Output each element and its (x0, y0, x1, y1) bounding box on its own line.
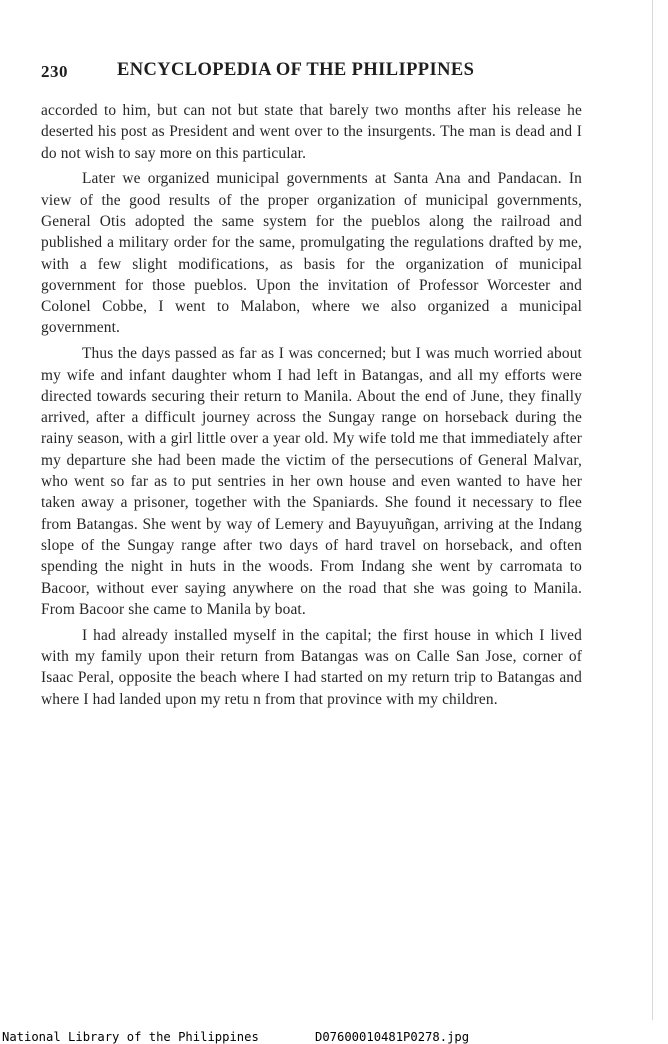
body-text (41, 100, 582, 714)
paragraph-family-return: Thus the days passed as far as I was concerned; but I was much worried about my wife and infant daughter whom I had left in Batangas, and all my efforts were directed towards securing their return to Manila. About the end of June, they finally arrived, after a difficult journey across the Sungay range on horseback during the rainy season, with a girl little over a year old. My wife told me that immediately after my departure she had been made the victim of the persecutions of General Malvar, who went so far as to put sentries in her own house and even wanted to have her taken away a prisoner, together with the Spaniards. She found it necessary to flee from Batangas. She went by way of Lemery and Bayuyuñgan, arriving at the Indang slope of the Sungay range after two days of hard travel on horseback, and often spending the night in huts in the woods. From Indang she went by carromata to Bacoor, without ever saying anywhere on the road that she was going to Manila. From Bacoor she came to Manila by boat. (41, 345, 582, 618)
paragraph-municipal-governments: Later we organized municipal governments at Santa Ana and Pandacan. In view of the good results of the proper organization of municipal governments, General Otis adopted the same system for the pueblos along the railroad and published a military order for the same, promulgating the regulations drafted by me, with a few slight modifications, as basis for the organization of municipal government for those pueblos. Upon the invitation of Professor Worcester and Colonel Cobbe, I went to Malabon, where we also organized a municipal government. (41, 170, 582, 337)
page-edge-line (652, 0, 653, 1020)
running-head (41, 60, 601, 86)
book-title: ENCYCLOPEDIA OF THE PHILIPPINES (117, 60, 475, 80)
footer-file-name: D07600010481P0278.jpg (315, 1030, 470, 1044)
page-number: 230 (41, 62, 68, 81)
paragraph-continued: accorded to him, but can not but state that barely two months after his release he deserted his post as President and went over to the insurgents. The man is dead and I do not wish to say more on this particular. (41, 102, 582, 162)
scan-footer (0, 1030, 668, 1044)
footer-library-name: National Library of the Philippines (2, 1030, 259, 1044)
paragraph-first-house: I had already installed myself in the capital; the first house in which I lived with my family upon their return from Batangas was on Calle San Jose, corner of Isaac Peral, opposite the beach where I had started on my return trip to Batangas and where I had landed upon my retu n from that province with my children. (41, 626, 582, 708)
